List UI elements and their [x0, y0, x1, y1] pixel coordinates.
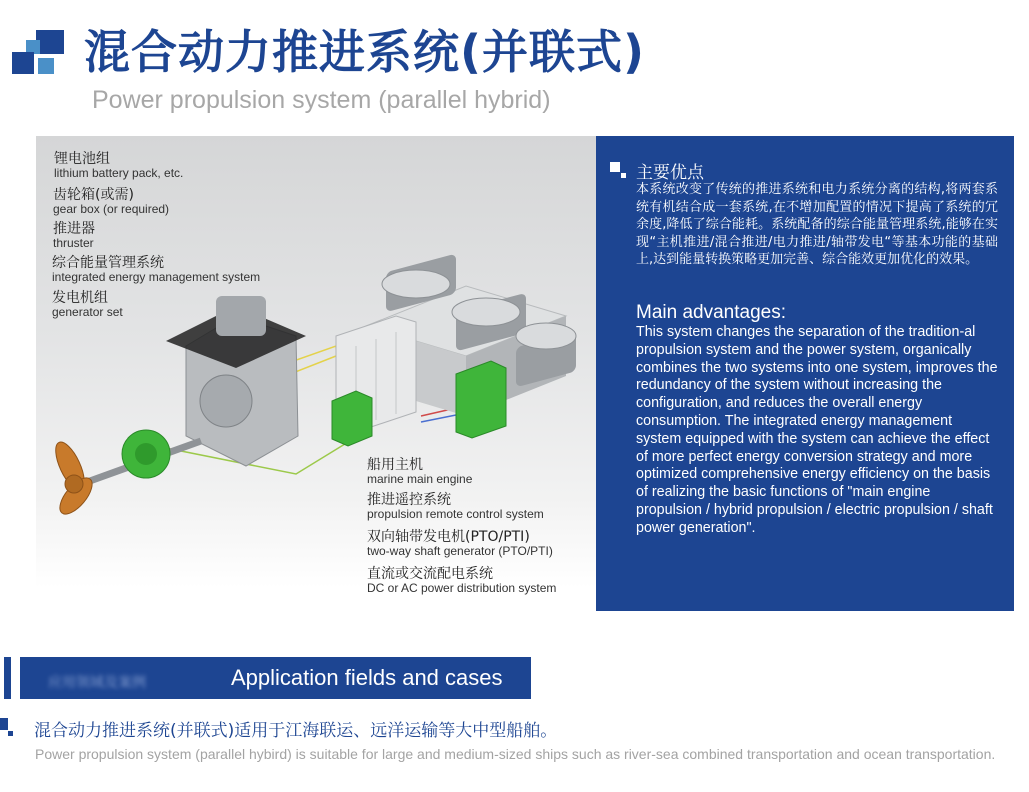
shaft-generator: [122, 430, 170, 478]
brand-logo: [12, 30, 68, 86]
main-engine: [166, 296, 306, 466]
application-text-cn: 混合动力推进系统(并联式)适用于江海联运、远洋运输等大中型船舶。: [34, 721, 558, 741]
label-gearbox: 齿轮箱(或需) gear box (or required): [53, 187, 170, 217]
label-thruster: 推进器 thruster: [53, 221, 95, 251]
label-battery: 锂电池组 lithium battery pack, etc.: [54, 151, 184, 181]
page-subtitle: Power propulsion system (parallel hybrid): [92, 86, 551, 114]
label-generator-set: 发电机组 generator set: [52, 290, 123, 320]
advantages-title-cn: 主要优点: [636, 163, 704, 183]
advantages-title-en: Main advantages:: [636, 302, 786, 323]
label-energy-management: 综合能量管理系统 integrated energy management system: [52, 255, 261, 285]
advantages-body-en: This system changes the separation of the tradition-al propulsion system and the power system, organically combines the two systems into one system, improves the redundancy of the system without increasing the configuration, and reduces the overall energy consumption. The integrated energy management system equipped with the system can achieve the effect of more perfect energy conversion strategy and more optimized comprehensive energy efficiency on the basis of realizing the basic functions of "main engine propulsion / hybrid propulsion / electric propulsion / shaft power generation".: [636, 324, 998, 536]
label-remote-control: 推进遥控系统 propulsion remote control system: [367, 492, 544, 522]
square-bullet-icon: [0, 718, 14, 738]
advantages-panel: [596, 136, 1014, 611]
banner-title-cn: 应用领域及案例: [48, 675, 146, 691]
advantages-body-cn: 本系统改变了传统的推进系统和电力系统分离的结构,将两套系统有机结合成一套系统,在不增加配置的情况下提高了系统的冗余度,降低了综合能耗。系统配备的综合能量管理系统,能够在实现“主机推进/混合推进/电力推进/轴带发电“等基本功能的基础上,达到能量转换策略更加完善、综合能效更加优化的效果。: [636, 182, 998, 268]
application-text-en: Power propulsion system (parallel hybird) is suitable for large and medium-sized ships such as river-sea combined transportation and ocean transportation.: [35, 746, 996, 762]
banner-accent-bar: [4, 657, 11, 699]
label-shaft-generator: 双向轴带发电机(PTO/PTI) two-way shaft generator (PTO/PTI): [367, 529, 553, 559]
square-bullet-icon: [610, 162, 626, 178]
page-title: 混合动力推进系统(并联式): [84, 25, 646, 79]
label-power-distribution: 直流或交流配电系统 DC or AC power distribution system: [367, 566, 557, 596]
banner-title-en: Application fields and cases: [231, 665, 503, 690]
label-main-engine: 船用主机 marine main engine: [367, 457, 473, 487]
system-diagram: [36, 136, 596, 596]
